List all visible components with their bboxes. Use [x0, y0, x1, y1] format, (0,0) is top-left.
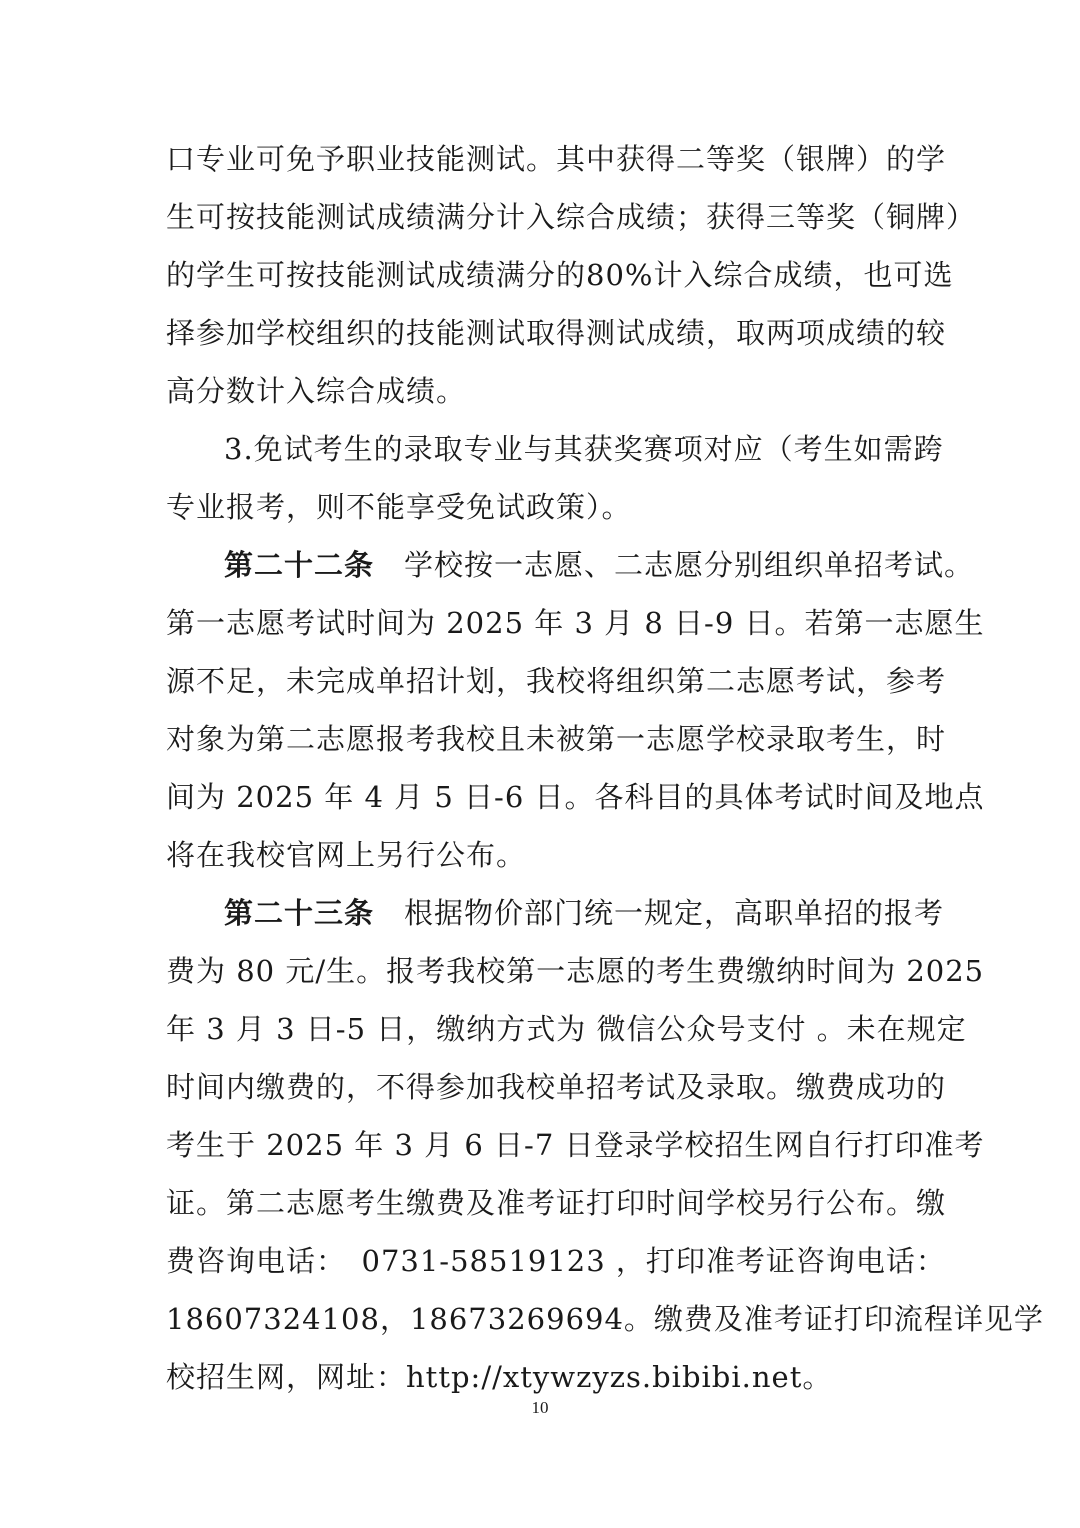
text-line: 考生于 2025 年 3 月 6 日-7 日登录学校招生网自行打印准考: [166, 1128, 985, 1162]
text-line: 证。第二志愿考生缴费及准考证打印时间学校另行公布。缴: [166, 1186, 947, 1220]
text-line: 年 3 月 3 日-5 日，缴纳方式为 微信公众号支付 。未在规定: [166, 1012, 967, 1046]
text-line: 将在我校官网上另行公布。: [166, 838, 527, 872]
text-line: 校招生网，网址：http://xtywzyzs.bibibi.net。: [166, 1360, 833, 1394]
page-number: 10: [531, 1398, 549, 1417]
text-line: 对象为第二志愿报考我校且未被第一志愿学校录取考生，时: [166, 722, 947, 756]
article-23-heading: 第二十三条: [224, 896, 375, 930]
text-line: 费咨询电话： 0731-58519123 ，打印准考证咨询电话：: [166, 1244, 946, 1278]
text-line: 高分数计入综合成绩。: [166, 374, 467, 408]
text-line: 的学生可按技能测试成绩满分的80%计入综合成绩，也可选: [166, 258, 954, 292]
text-line: 3.免试考生的录取专业与其获奖赛项对应（考生如需跨: [224, 432, 944, 466]
text-line: 生可按技能测试成绩满分计入综合成绩；获得三等奖（铜牌）: [166, 200, 977, 234]
text-line: 时间内缴费的，不得参加我校单招考试及录取。缴费成功的: [166, 1070, 947, 1104]
text-line: 间为 2025 年 4 月 5 日-6 日。各科目的具体考试时间及地点: [166, 780, 985, 814]
text-line: 18607324108，18673269694。缴费及准考证打印流程详见学: [166, 1302, 1044, 1336]
article-23-first-text: 根据物价部门统一规定，高职单招的报考: [374, 896, 945, 930]
text-line: 择参加学校组织的技能测试取得测试成绩，取两项成绩的较: [166, 316, 947, 350]
body-text: [166, 130, 1044, 1406]
text-line: 费为 80 元/生。报考我校第一志愿的考生费缴纳时间为 2025: [166, 954, 985, 988]
text-line: 第一志愿考试时间为 2025 年 3 月 8 日-9 日。若第一志愿生: [166, 606, 985, 640]
article-22-first-line: [166, 536, 975, 594]
text-line: 源不足，未完成单招计划，我校将组织第二志愿考试，参考: [166, 664, 947, 698]
article-22-first-text: 学校按一志愿、二志愿分别组织单招考试。: [374, 548, 975, 582]
article-22-heading: 第二十二条: [224, 548, 375, 582]
text-line: 口专业可免予职业技能测试。其中获得二等奖（银牌）的学: [166, 142, 947, 176]
text-line: 专业报考，则不能享受免试政策）。: [166, 490, 632, 524]
article-23-first-line: [166, 884, 945, 942]
